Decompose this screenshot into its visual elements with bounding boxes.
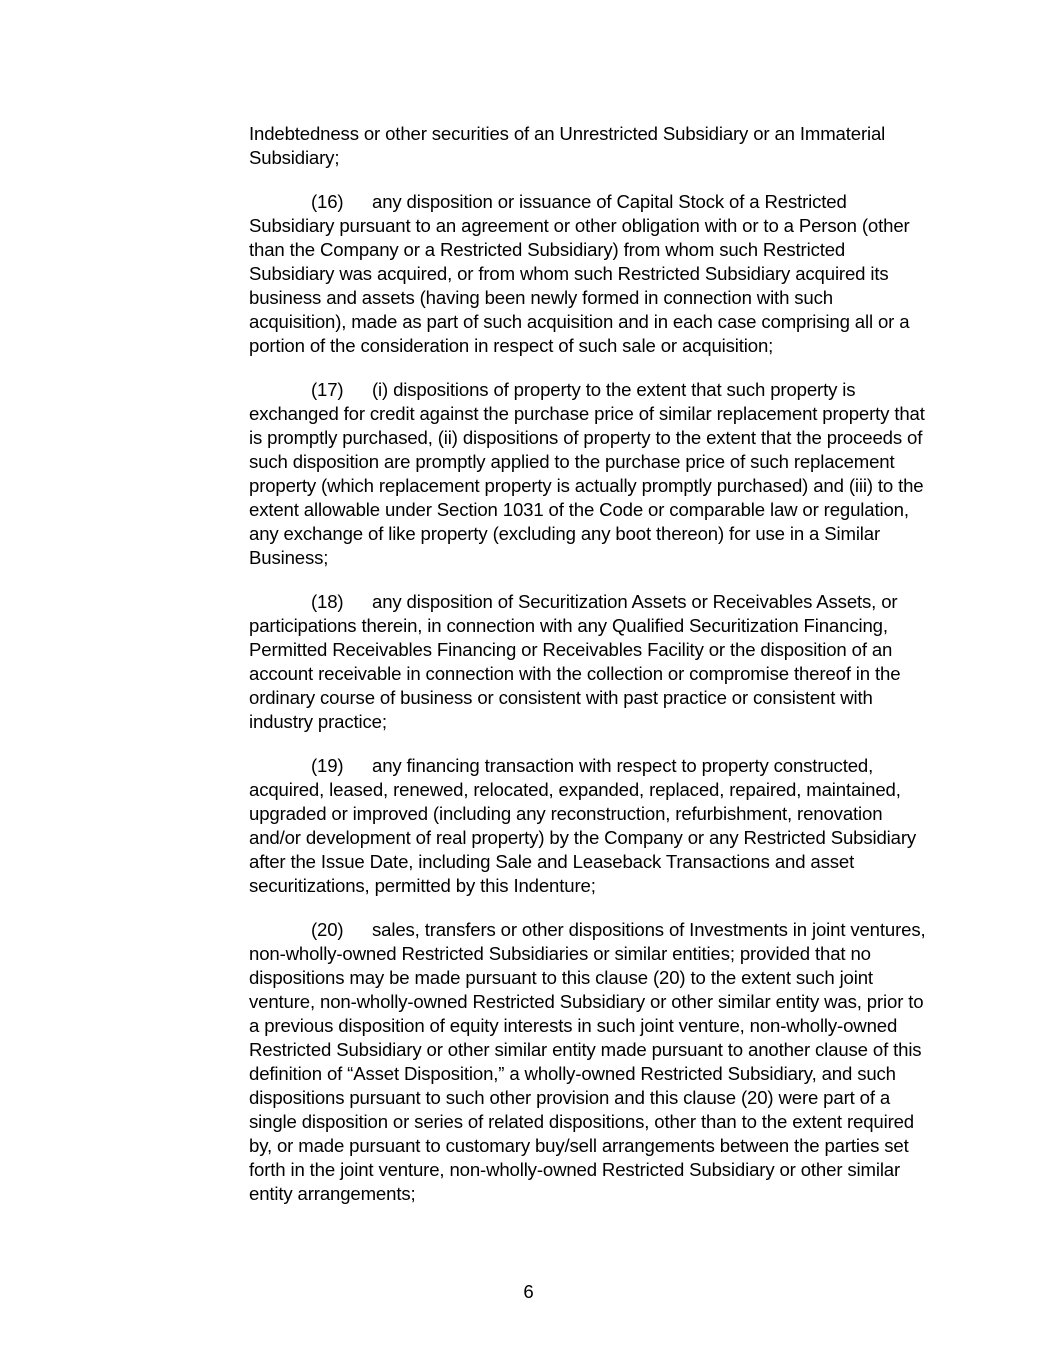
paragraph-text: Indebtedness or other securities of an Unrestricted Subsidiary or an Immaterial Subsidiary; bbox=[249, 123, 886, 168]
clause-16 bbox=[249, 190, 933, 358]
clause-number: (18) bbox=[311, 591, 344, 612]
clause-18 bbox=[249, 590, 933, 734]
clause-text: (i) dispositions of property to the extent that such property is exchanged for credit against the purchase price of similar replacement property that is promptly purchased, (ii) dispositions of property to the extent that the proceeds of such disposition are promptly applied to the purchase price of such replacement property (which replacement property is actually promptly purchased) and (iii) to the extent allowable under Section 1031 of the Code or comparable law or regulation, any exchange of like property (excluding any boot thereon) for use in a Similar Business; bbox=[249, 379, 925, 568]
clause-17 bbox=[249, 378, 933, 570]
clause-number: (16) bbox=[311, 191, 344, 212]
paragraph-continuation bbox=[249, 122, 933, 170]
clause-number: (20) bbox=[311, 919, 344, 940]
clause-text: any disposition or issuance of Capital Stock of a Restricted Subsidiary pursuant to an agreement or other obligation with or to a Person (other than the Company or a Restricted Subsidiary) from whom such Restricted Subsidiary was acquired, or from whom such Restricted Subsidiary acquired its business and assets (having been newly formed in connection with such acquisition), made as part of such acquisition and in each case comprising all or a portion of the consideration in respect of such sale or acquisition; bbox=[249, 191, 910, 356]
clause-text: any financing transaction with respect to property constructed, acquired, leased, renewed, relocated, expanded, replaced, repaired, maintained, upgraded or improved (including any reconstruction, refurbishment, renovation and/or development of real property) by the Company or any Restricted Subsidiary after the Issue Date, including Sale and Leaseback Transactions and asset securitizations, permitted by this Indenture; bbox=[249, 755, 917, 896]
clause-number: (17) bbox=[311, 379, 344, 400]
clause-19 bbox=[249, 754, 933, 898]
document-body bbox=[249, 122, 933, 1226]
clause-text: any disposition of Securitization Assets or Receivables Assets, or participations therein, in connection with any Qualified Securitization Financing, Permitted Receivables Financing or Receivables Facility or the disposition of an account receivable in connection with the collection or compromise thereof in the ordinary course of business or consistent with past practice or consistent with industry practice; bbox=[249, 591, 901, 732]
clause-number: (19) bbox=[311, 755, 344, 776]
page-number: 6 bbox=[523, 1281, 534, 1302]
clause-20 bbox=[249, 918, 933, 1206]
clause-text: sales, transfers or other dispositions of Investments in joint ventures, non-wholly-owned Restricted Subsidiaries or similar entities; provided that no dispositions may be made pursuant to this clause (20) to the extent such joint venture, non-wholly-owned Restricted Subsidiary or other similar entity was, prior to a previous disposition of equity interests in such joint venture, non-wholly-owned Restricted Subsidiary or other similar entity made pursuant to another clause of this definition of “Asset Disposition,” a wholly-owned Restricted Subsidiary, and such dispositions pursuant to such other provision and this clause (20) were part of a single disposition or series of related dispositions, other than to the extent required by, or made pursuant to customary buy/sell arrangements between the parties set forth in the joint venture, non-wholly-owned Restricted Subsidiary or other similar entity arrangements; bbox=[249, 919, 926, 1204]
